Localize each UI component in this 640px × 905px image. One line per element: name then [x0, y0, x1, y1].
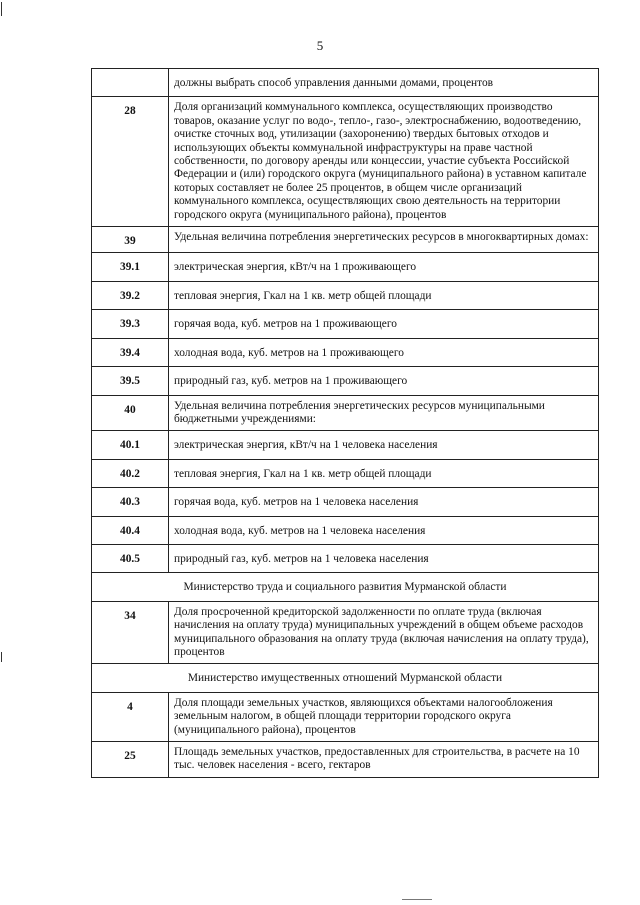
bottom-edge-line [402, 899, 432, 900]
row-text: Доля организаций коммунального комплекса, осуществляющих производство товаров, оказание услуг по водо-, тепло-, газо-, электроснабжению, водоотведению, очистке сточных вод, утилизации (захоронению) твердых бытовых отходов и использующих объекты коммунальной инфраструктуры на праве частной собственности, по договору аренды или концессии, участие субъекта Российской Федерации и (или) городского округа (муниципального района) в уставном капитале которых составляет не более 25 процентов, в общем числе организаций коммунального комплекса, осуществляющих свою деятельность на территории городского округа (муниципального района), процентов [169, 97, 599, 227]
row-text: горячая вода, куб. метров на 1 проживающего [169, 310, 599, 338]
table-row [92, 69, 599, 97]
row-number: 28 [92, 97, 169, 227]
row-text: должны выбрать способ управления данными домами, процентов [169, 69, 599, 97]
row-text: Удельная величина потребления энергетических ресурсов муниципальными бюджетными учреждениями: [169, 395, 599, 431]
row-number: 40.2 [92, 459, 169, 487]
section-title: Министерство труда и социального развития Мурманской области [92, 573, 599, 601]
row-text: тепловая энергия, Гкал на 1 кв. метр общей площади [169, 281, 599, 309]
section-title: Министерство имущественных отношений Мурманской области [92, 664, 599, 692]
row-text: Доля площади земельных участков, являющихся объектами налогообложения земельным налогом, в общей площади территории городского округа (муниципального района), процентов [169, 692, 599, 741]
row-number: 39.5 [92, 367, 169, 395]
row-number: 40.4 [92, 516, 169, 544]
row-text: электрическая энергия, кВт/ч на 1 человека населения [169, 431, 599, 459]
row-number: 39.1 [92, 253, 169, 281]
table-row [92, 459, 599, 487]
table-row [92, 367, 599, 395]
row-number: 39 [92, 227, 169, 253]
scan-mark-left-top [1, 2, 2, 16]
row-number: 39.4 [92, 338, 169, 366]
row-text: природный газ, куб. метров на 1 человека населения [169, 544, 599, 572]
table-row [92, 431, 599, 459]
row-number: 25 [92, 742, 169, 778]
table-row [92, 742, 599, 778]
row-text: тепловая энергия, Гкал на 1 кв. метр общей площади [169, 459, 599, 487]
indicator-table [91, 68, 599, 778]
scan-mark-left-middle [1, 652, 2, 662]
row-number: 40.3 [92, 488, 169, 516]
row-text: горячая вода, куб. метров на 1 человека населения [169, 488, 599, 516]
table-row [92, 601, 599, 664]
row-number: 4 [92, 692, 169, 741]
row-text: холодная вода, куб. метров на 1 человека населения [169, 516, 599, 544]
table-row [92, 692, 599, 741]
table-row [92, 516, 599, 544]
row-text: Доля просроченной кредиторской задолженности по оплате труда (включая начисления на оплату труда) муниципальных учреждений в общем объеме расходов муниципального образования на оплату труда (включая начисления на оплату труда), процентов [169, 601, 599, 664]
row-number: 39.2 [92, 281, 169, 309]
row-number: 39.3 [92, 310, 169, 338]
section-header-row [92, 573, 599, 601]
row-number [92, 69, 169, 97]
row-text: Площадь земельных участков, предоставленных для строительства, в расчете на 10 тыс. человек населения - всего, гектаров [169, 742, 599, 778]
table-row [92, 97, 599, 227]
section-header-row [92, 664, 599, 692]
row-number: 40.5 [92, 544, 169, 572]
row-text: природный газ, куб. метров на 1 проживающего [169, 367, 599, 395]
row-number: 40.1 [92, 431, 169, 459]
row-text: Удельная величина потребления энергетических ресурсов в многоквартирных домах: [169, 227, 599, 253]
row-number: 40 [92, 395, 169, 431]
table-row [92, 310, 599, 338]
page-number: 5 [316, 38, 324, 53]
table-row [92, 488, 599, 516]
row-number: 34 [92, 601, 169, 664]
table-row [92, 338, 599, 366]
table-row [92, 253, 599, 281]
table-row [92, 544, 599, 572]
table-row [92, 281, 599, 309]
table-row [92, 395, 599, 431]
table-row [92, 227, 599, 253]
row-text: электрическая энергия, кВт/ч на 1 проживающего [169, 253, 599, 281]
row-text: холодная вода, куб. метров на 1 проживающего [169, 338, 599, 366]
